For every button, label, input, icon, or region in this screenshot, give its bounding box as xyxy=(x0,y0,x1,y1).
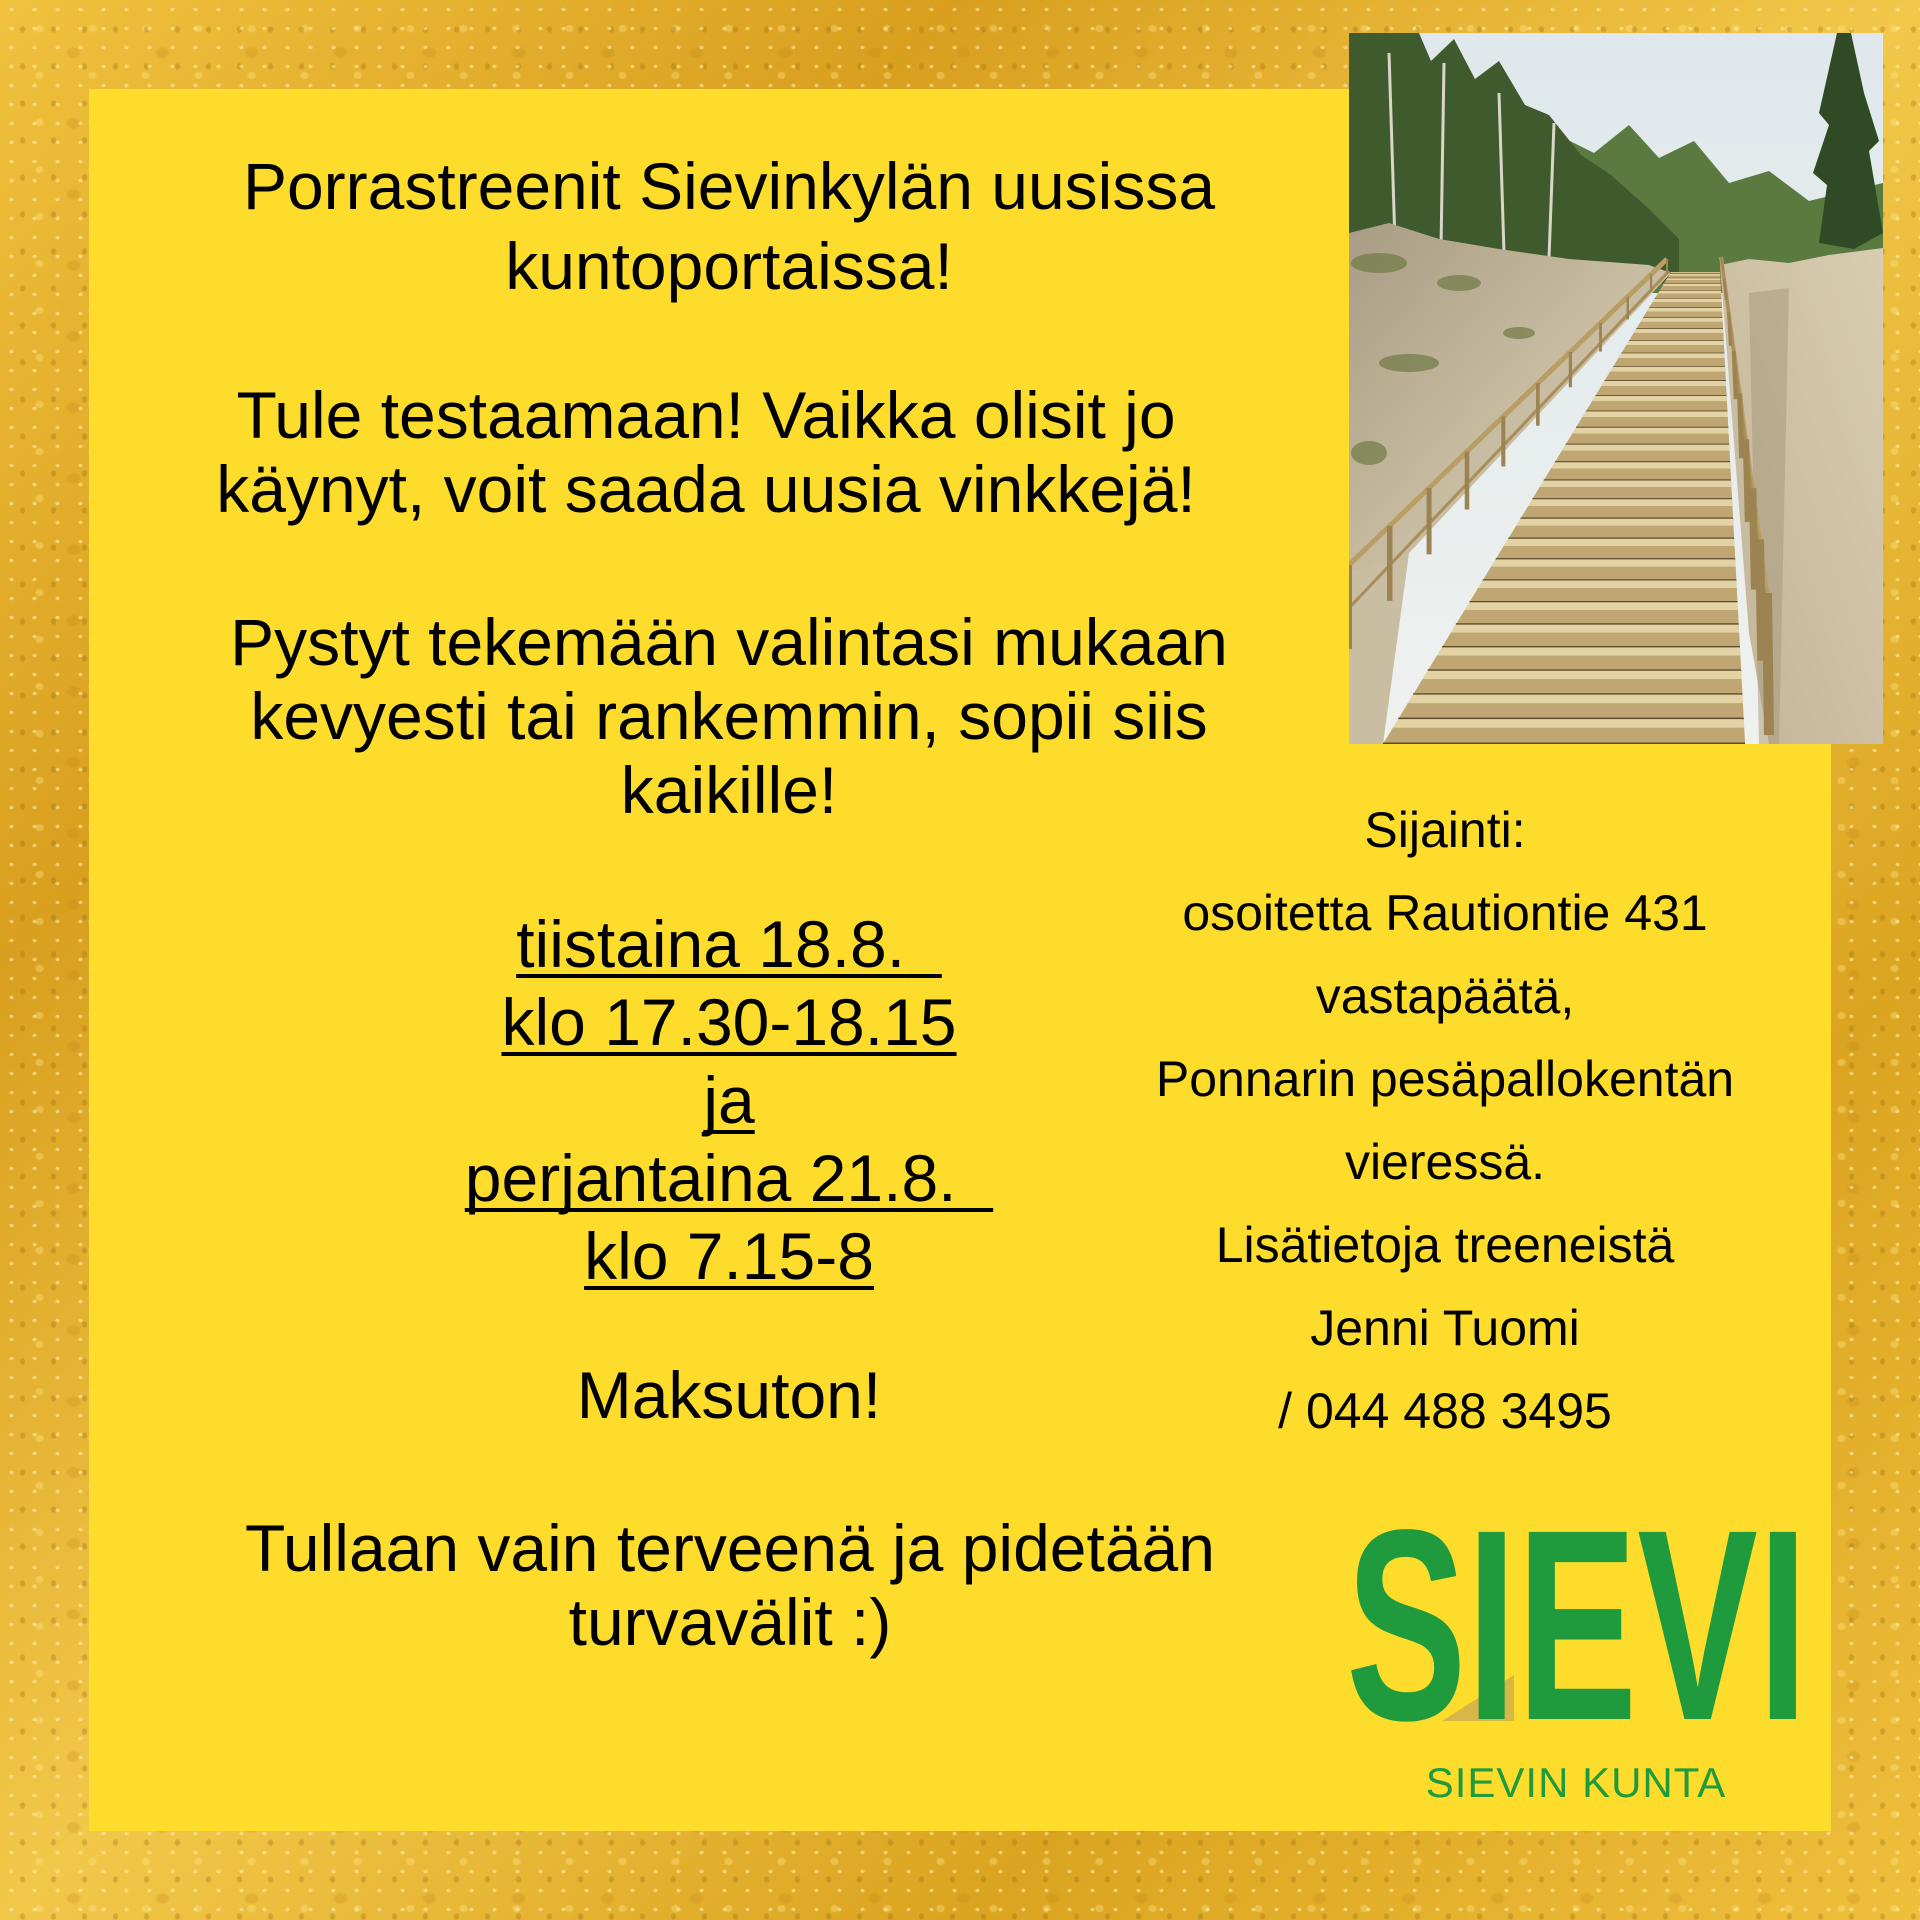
stair-riser xyxy=(1456,610,1739,624)
title-line: Porrastreenit Sievinkylän uusissa xyxy=(242,149,1216,223)
stair-tread xyxy=(1666,278,1720,280)
stair-tread xyxy=(1647,308,1722,312)
intensity-line: Pystyt tekemään valintasi mukaan xyxy=(230,605,1228,679)
stair-riser xyxy=(1655,294,1722,299)
right-rail-post xyxy=(1760,539,1762,660)
stair-tread xyxy=(1465,602,1738,610)
stair-tread xyxy=(1601,381,1726,386)
contact-line: Lisätietoja treeneistä xyxy=(1215,1217,1675,1273)
schedule-and: ja xyxy=(703,1063,755,1137)
stair-riser xyxy=(1621,345,1724,353)
stair-riser xyxy=(1649,302,1722,308)
price-text: Maksuton! xyxy=(576,1358,882,1432)
stair-tread xyxy=(1551,462,1730,468)
stair-riser xyxy=(1383,728,1745,744)
right-rail-post xyxy=(1767,593,1769,735)
stair-riser xyxy=(1555,451,1730,462)
schedule-date-tuesday: tiistaina 18.8. xyxy=(516,907,906,981)
stair-tread xyxy=(1669,274,1720,275)
logo-wordmark: SIEVI xyxy=(1346,1515,1808,1725)
stair-riser xyxy=(1496,546,1736,559)
stair-riser xyxy=(1398,703,1743,719)
stair-tread xyxy=(1491,559,1735,566)
stair-riser xyxy=(1428,656,1741,671)
title-block xyxy=(109,146,1349,306)
stair-riser xyxy=(1508,526,1734,539)
stair-riser xyxy=(1613,358,1725,367)
stair-tread xyxy=(1653,299,1722,302)
logo-subtitle: SIEVIN KUNTA xyxy=(1425,1759,1727,1806)
right-rail-post xyxy=(1753,488,1755,589)
closing-block xyxy=(110,1511,1350,1659)
contact-phone: / 044 488 3495 xyxy=(1278,1383,1612,1439)
location-line: vieressä. xyxy=(1344,1134,1546,1190)
stair-tread xyxy=(1618,353,1724,358)
stairs-photo xyxy=(1349,33,1883,744)
stair-tread xyxy=(1592,396,1727,401)
right-rail-post xyxy=(1746,439,1748,522)
location-line: Ponnarin pesäpallokentän xyxy=(1155,1051,1735,1107)
stair-riser xyxy=(1595,386,1726,396)
schedule-time-friday: klo 7.15-8 xyxy=(584,1219,874,1293)
stair-riser xyxy=(1532,487,1732,499)
sievi-logo xyxy=(1344,1515,1814,1725)
stair-tread xyxy=(1516,519,1733,526)
title-line: kuntoportaissa! xyxy=(505,229,953,303)
intensity-line: kevyesti tai rankemmin, sopii siis xyxy=(250,679,1208,753)
right-rail-post xyxy=(1734,351,1736,399)
stair-tread xyxy=(1504,539,1735,546)
intensity-line: kaikille! xyxy=(620,753,838,827)
stair-tread xyxy=(1423,671,1742,679)
closing-line: Tullaan vain terveenä ja pidetään xyxy=(245,1511,1215,1585)
invite-line: Tule testaamaan! Vaikka olisit jo xyxy=(236,378,1176,452)
stair-riser xyxy=(1442,633,1740,648)
right-rail-post xyxy=(1740,393,1742,458)
contact-name: Jenni Tuomi xyxy=(1310,1300,1580,1356)
stair-tread xyxy=(1626,341,1724,345)
stair-riser xyxy=(1576,417,1728,428)
stair-riser xyxy=(1413,679,1742,695)
stair-tread xyxy=(1641,318,1723,322)
stair-riser xyxy=(1544,469,1731,481)
stair-riser xyxy=(1629,333,1724,341)
location-line: vastapäätä, xyxy=(1315,968,1575,1024)
stair-tread xyxy=(1582,411,1727,417)
stair-riser xyxy=(1586,401,1727,411)
stairs-photo-svg xyxy=(1349,33,1883,744)
stair-riser xyxy=(1660,286,1721,291)
closing-line: turvavälit :) xyxy=(568,1585,892,1659)
stair-tread xyxy=(1528,499,1732,506)
location-line: osoitetta Rautiontie 431 xyxy=(1182,885,1708,941)
schedule-time-tuesday: klo 17.30-18.15 xyxy=(501,985,957,1059)
stair-tread xyxy=(1393,719,1744,728)
stair-tread xyxy=(1478,581,1737,589)
stair-tread xyxy=(1408,695,1743,704)
location-info xyxy=(1065,789,1825,1453)
invite-block xyxy=(86,378,1326,526)
stair-riser xyxy=(1636,322,1723,329)
stair-riser xyxy=(1605,372,1726,381)
stair-riser xyxy=(1664,280,1721,284)
stair-tread xyxy=(1634,329,1724,333)
stair-tread xyxy=(1572,428,1728,434)
stair-tread xyxy=(1662,284,1720,286)
stair-riser xyxy=(1483,567,1737,581)
location-heading: Sijainti: xyxy=(1364,802,1526,858)
stair-tread xyxy=(1671,272,1720,273)
stair-tread xyxy=(1437,647,1740,655)
right-rail-post xyxy=(1729,312,1731,345)
invite-line: käynyt, voit saada uusia vinkkejä! xyxy=(216,452,1196,526)
stair-riser xyxy=(1566,434,1729,445)
stair-riser xyxy=(1469,588,1737,602)
stair-riser xyxy=(1643,311,1723,318)
stair-tread xyxy=(1610,367,1725,372)
stair-tread xyxy=(1658,291,1721,294)
stair-tread xyxy=(1540,480,1732,487)
stair-tread xyxy=(1451,625,1739,633)
stair-riser xyxy=(1520,506,1733,519)
schedule-date-friday: perjantaina 21.8. xyxy=(464,1141,957,1215)
stair-tread xyxy=(1562,445,1730,451)
